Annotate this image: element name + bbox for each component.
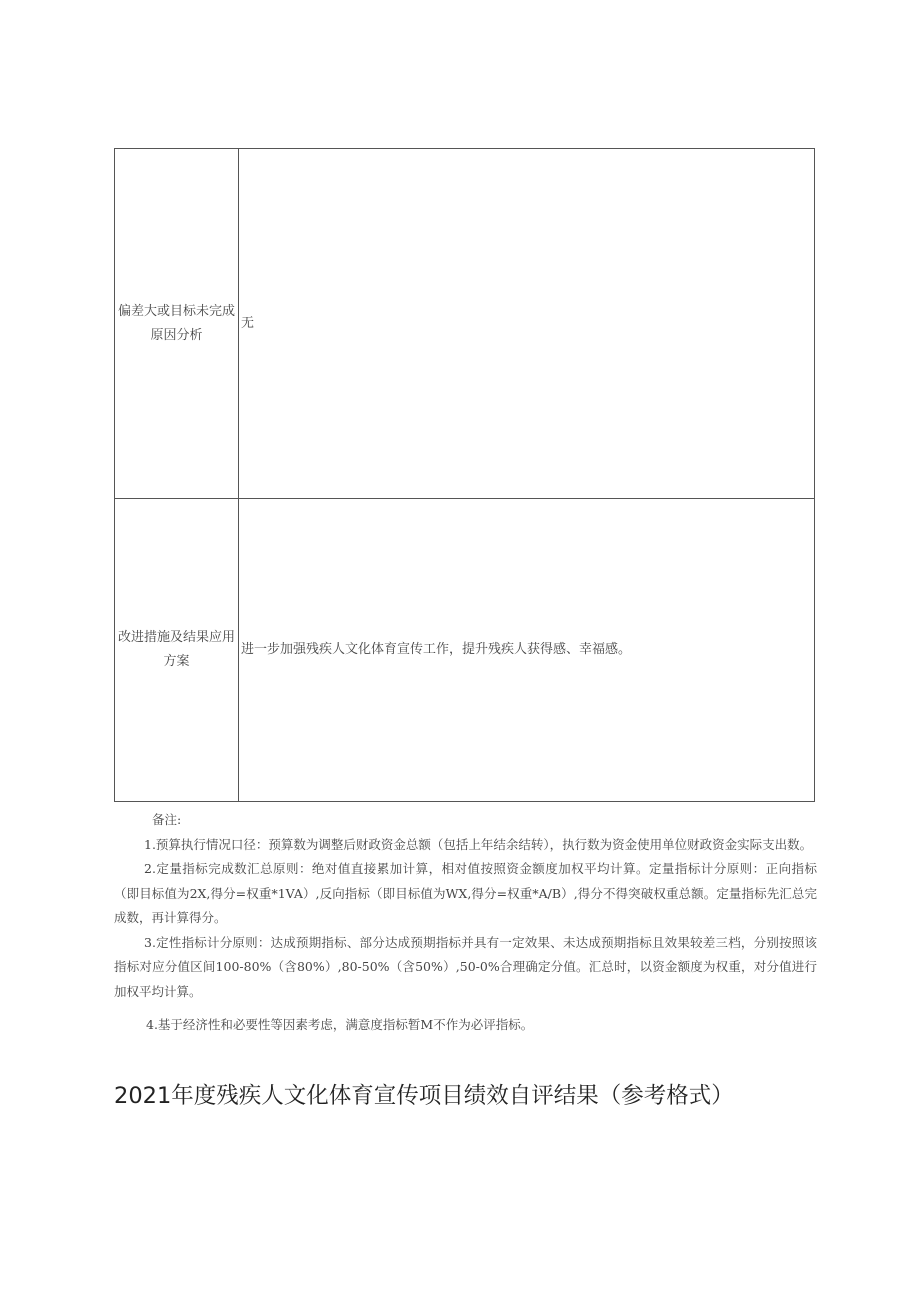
row-label-improvement-plan: 改进措施及结果应用方案 bbox=[115, 499, 239, 802]
notes-label: 备注: bbox=[152, 812, 182, 827]
note-item-4: 4.基于经济性和必要性等因素考虑，满意度指标暂M不作为必评指标。 bbox=[146, 1017, 534, 1032]
table-row bbox=[115, 499, 815, 802]
row-content-improvement-plan: 进一步加强残疾人文化体育宣传工作，提升残疾人获得感、幸福感。 bbox=[239, 499, 815, 802]
section-heading: 2021年度残疾人文化体育宣传项目绩效自评结果（参考格式） bbox=[114, 1083, 734, 1109]
note-item-3: 3.定性指标计分原则：达成预期指标、部分达成预期指标并具有一定效果、未达成预期指标且效果较差三档，分别按照该指标对应分值区间100-80%（含80%）,80-50%（含50%）,50-0%合理确定分值。汇总时，以资金额度为权重，对分值进行加权平均计算。 bbox=[114, 934, 817, 999]
notes-section bbox=[114, 808, 817, 1038]
note-item-2: 2.定量指标完成数汇总原则：绝对值直接累加计算，相对值按照资金额度加权平均计算。定量指标计分原则：正向指标（即目标值为2X,得分=权重*1VA）,反向指标（即目标值为WX,得分=权重*A/B）,得分不得突破权重总额。定量指标先汇总完成数，再计算得分。 bbox=[114, 861, 817, 925]
note-item-1: 1.预算执行情况口径：预算数为调整后财政资金总额（包括上年结余结转），执行数为资金使用单位财政资金实际支出数。 bbox=[144, 836, 813, 852]
table-row bbox=[115, 149, 815, 499]
row-content-deviation-analysis: 无 bbox=[239, 149, 815, 499]
evaluation-table bbox=[114, 148, 815, 802]
row-label-deviation-analysis: 偏差大或目标未完成原因分析 bbox=[115, 149, 239, 499]
